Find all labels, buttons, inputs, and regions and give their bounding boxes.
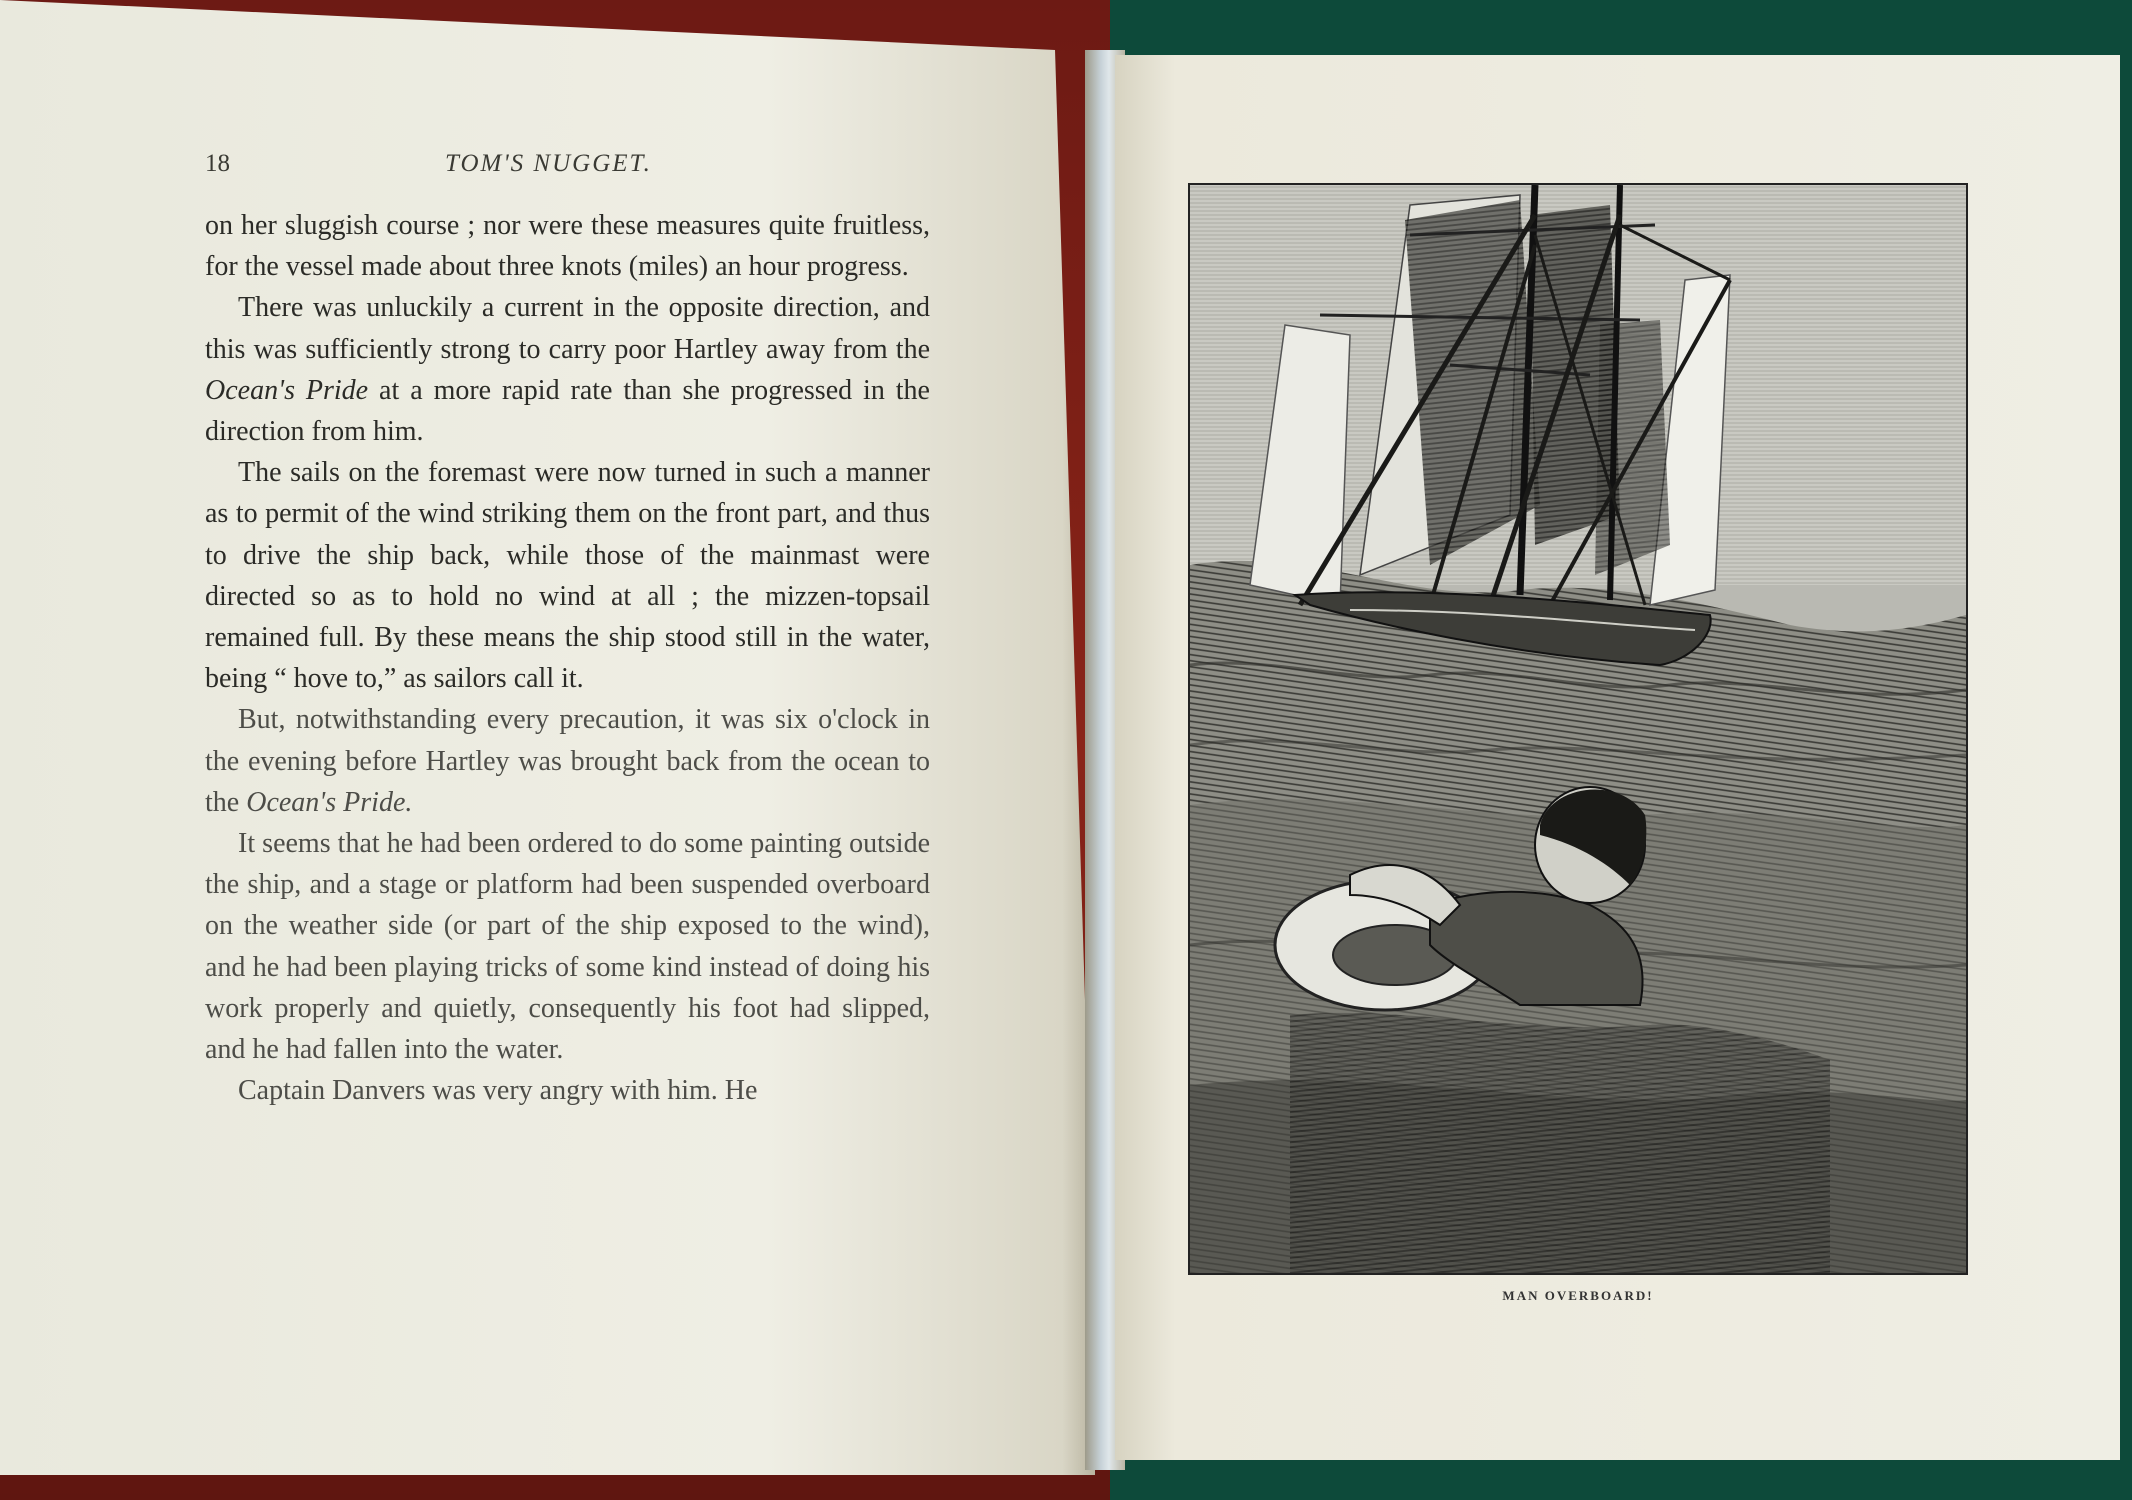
page-text <box>205 205 930 1111</box>
paragraph: But, notwithstanding every precaution, it was six o'clock in the evening before Hartley was brought back from the ocean to the Ocean's Pride. <box>205 704 930 818</box>
paragraph: It seems that he had been ordered to do some painting outside the ship, and a stage or platform had been suspended overboard on the weather side (or part of the ship exposed to the wind), and he had been playing tricks of some kind instead of doing his work properly and quietly, consequently his foot had slipped, and he had fallen into the water. <box>205 828 930 1066</box>
paragraph: on her sluggish course ; nor were these measures quite fruitless, for the vessel made about three knots (miles) an hour progress. <box>205 210 930 283</box>
page-number: 18 <box>205 150 230 177</box>
ship-and-swimmer-engraving <box>1190 185 1966 1273</box>
ship-name: Ocean's Pride <box>205 374 369 406</box>
paragraph: Captain Danvers was very angry with him. He <box>238 1075 758 1107</box>
paragraph: The sails on the foremast were now turned in such a manner as to permit of the wind striking them on the front part, and thus to drive the ship back, while those of the mainmast were directed so as to hold no wind at all ; the mizzen-topsail remained full. By these means the ship stood still in the water, being “ hove to,” as sailors call it. <box>205 457 930 695</box>
paragraph: There was unluckily a current in the opposite direction, and this was sufficiently strong to carry poor Hartley away from the Ocean's Pride at a more rapid rate than she progressed in the direction from him. <box>205 292 930 448</box>
illustration-caption: MAN OVERBOARD! <box>1502 1288 1654 1303</box>
engraving-illustration <box>1188 183 1968 1275</box>
page-header <box>205 150 925 190</box>
running-title: TOM'S NUGGET. <box>445 150 652 177</box>
ship-name: Ocean's Pride. <box>246 786 413 818</box>
